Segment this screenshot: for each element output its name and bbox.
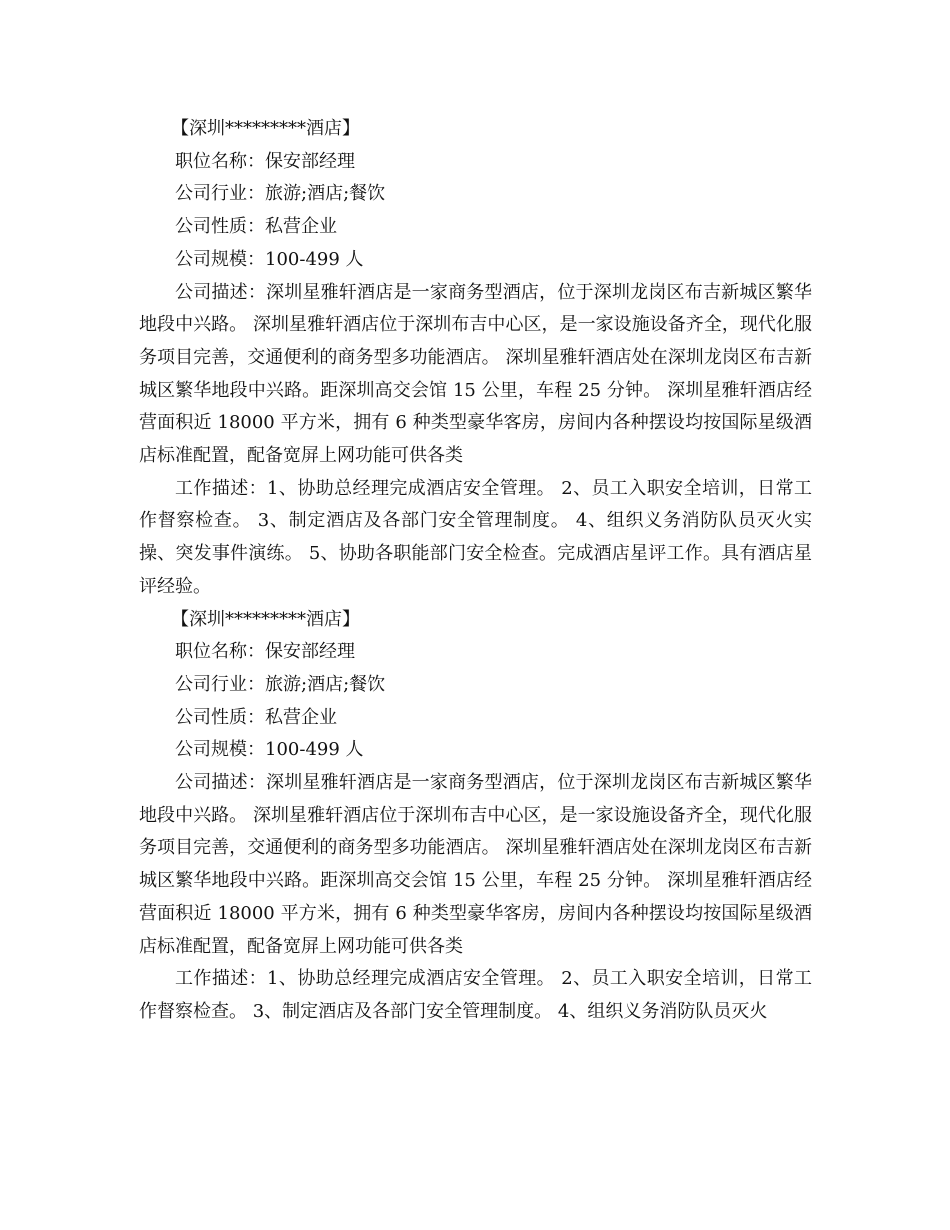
position-line: 职位名称：保安部经理 xyxy=(175,641,355,663)
position-line: 职位名称：保安部经理 xyxy=(175,150,355,172)
nature-line: 公司性质：私营企业 xyxy=(175,706,337,728)
industry-line: 公司行业：旅游;酒店;餐饮 xyxy=(175,673,386,695)
scale-line: 公司规模：100-499 人 xyxy=(175,739,364,761)
job-listing-2 xyxy=(139,604,812,1029)
nature-line: 公司性质：私营企业 xyxy=(175,216,337,238)
document-page xyxy=(139,113,812,1029)
listing-heading: 【深圳*********酒店】 xyxy=(171,608,360,630)
job-description: 工作描述：1、协助总经理完成酒店安全管理。 2、员工入职安全培训，日常工作督察检查。 3、制定酒店及各部门安全管理制度。 4、组织义务消防队员灭火实操、突发事件演练。 5、协助各职能部门安全检查。完成酒店星评工作。具有酒店星评经验。 xyxy=(139,477,812,597)
listing-heading: 【深圳*********酒店】 xyxy=(171,118,360,139)
company-description: 公司描述：深圳星雅轩酒店是一家商务型酒店，位于深圳龙岗区布吉新城区繁华地段中兴路。 深圳星雅轩酒店位于深圳布吉中心区，是一家设施设备齐全，现代化服务项目完善，交通便利的商务型多功能酒店。 深圳星雅轩酒店处在深圳龙岗区布吉新城区繁华地段中兴路。距深圳高交会馆 15 公里，车程 25 分钟。 深圳星雅轩酒店经营面积近 18000 平方米，拥有 6 种类型豪华客房，房间内各种摆设均按国际星级酒店标准配置，配备宽屏上网功能可供各类 xyxy=(139,281,812,467)
job-listing-1 xyxy=(139,113,812,604)
industry-line: 公司行业：旅游;酒店;餐饮 xyxy=(175,183,386,205)
company-description: 公司描述：深圳星雅轩酒店是一家商务型酒店，位于深圳龙岗区布吉新城区繁华地段中兴路。 深圳星雅轩酒店位于深圳布吉中心区，是一家设施设备齐全，现代化服务项目完善，交通便利的商务型多功能酒店。 深圳星雅轩酒店处在深圳龙岗区布吉新城区繁华地段中兴路。距深圳高交会馆 15 公里，车程 25 分钟。 深圳星雅轩酒店经营面积近 18000 平方米，拥有 6 种类型豪华客房，房间内各种摆设均按国际星级酒店标准配置，配备宽屏上网功能可供各类 xyxy=(139,772,812,957)
job-description: 工作描述：1、协助总经理完成酒店安全管理。 2、员工入职安全培训，日常工作督察检查。 3、制定酒店及各部门安全管理制度。 4、组织义务消防队员灭火 xyxy=(139,968,812,1022)
scale-line: 公司规模：100-499 人 xyxy=(175,248,364,270)
